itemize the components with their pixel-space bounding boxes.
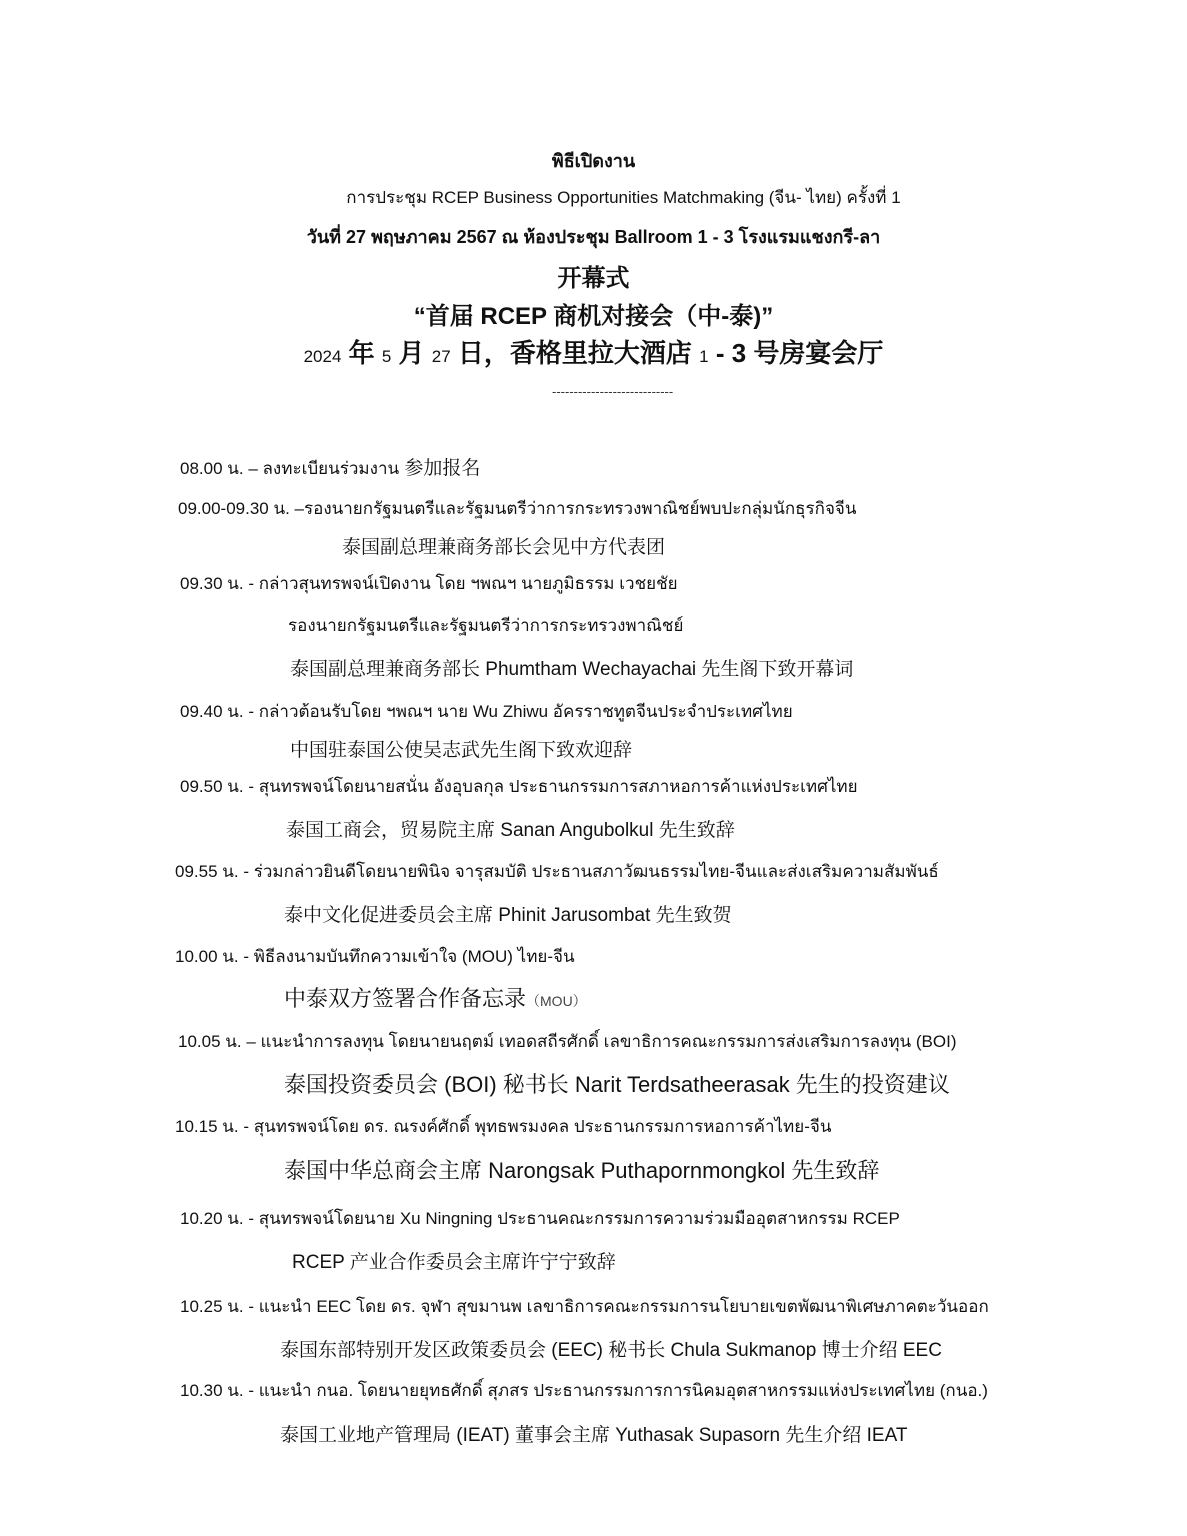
agenda-sep: - bbox=[243, 702, 259, 721]
agenda-zh-text: 中泰双方签署合作备忘录 bbox=[284, 986, 527, 1011]
agenda-sep: – bbox=[243, 459, 263, 478]
agenda-sep: - bbox=[243, 1209, 259, 1228]
agenda-sep: - bbox=[243, 574, 259, 593]
agenda-item-0955 bbox=[175, 858, 939, 885]
zh-date-month: 5 bbox=[381, 347, 392, 366]
agenda-thai-2: รองนายกรัฐมนตรีและรัฐมนตรีว่าการกระทรวงพาณิชย์ bbox=[288, 616, 684, 635]
agenda-zh: 泰国副总理兼商务部长 Phumtham Wechayachai 先生阁下致开幕词 bbox=[290, 659, 854, 680]
zh-event-title: “首届 RCEP 商机对接会（中-泰)” bbox=[413, 303, 774, 330]
agenda-item-0800 bbox=[180, 453, 480, 482]
agenda-item-0950 bbox=[180, 773, 858, 800]
agenda-time: 09.55 น. bbox=[175, 862, 239, 881]
zh-date-day-char: 日，香格里拉大酒店 bbox=[450, 338, 700, 368]
zh-date-venue bbox=[0, 333, 1187, 370]
agenda-thai: พิธีลงนามบันทึกความเข้าใจ (MOU) ไทย-จีน bbox=[253, 947, 575, 966]
agenda-item-1030 bbox=[180, 1377, 988, 1404]
agenda-zh: 泰国工商会，贸易院主席 Sanan Angubolkul 先生致辞 bbox=[286, 820, 735, 841]
agenda-time: 10.05 น. bbox=[178, 1032, 242, 1051]
agenda-time: 09.00-09.30 น. bbox=[178, 499, 290, 518]
agenda-sep: - bbox=[238, 947, 254, 966]
agenda-thai: สุนทรพจน์โดย ดร. ณรงค์ศักดิ์ พุทธพรมงคล ประธานกรรมการหอการค้าไทย-จีน bbox=[253, 1117, 832, 1136]
agenda-thai: รองนายกรัฐมนตรีและรัฐมนตรีว่าการกระทรวงพาณิชย์พบปะกลุ่มนักธุรกิจจีน bbox=[304, 499, 857, 518]
agenda-thai: ร่วมกล่าวยินดีโดยนายพินิจ จารุสมบัติ ประธานสภาวัฒนธรรมไทย-จีนและส่งเสริมความสัมพันธ์ bbox=[253, 862, 939, 881]
agenda-thai: กล่าวสุนทรพจน์เปิดงาน โดย ฯพณฯ นายภูมิธรรม เวชยชัย bbox=[258, 574, 678, 593]
agenda-zh: 泰中文化促进委员会主席 Phinit Jarusombat 先生致贺 bbox=[284, 905, 732, 926]
agenda-zh-suffix: （MOU） bbox=[526, 993, 587, 1009]
zh-date-day: 27 bbox=[431, 347, 451, 366]
zh-date-year-char: 年 bbox=[341, 338, 382, 368]
zh-date-year: 2024 bbox=[303, 347, 342, 366]
agenda-thai: แนะนำ EEC โดย ดร. จุฬา สุขมานพ เลขาธิการคณะกรรมการนโยบายเขตพัฒนาพิเศษภาคตะวันออก bbox=[258, 1297, 989, 1316]
divider: ---------------------------- bbox=[552, 384, 674, 399]
agenda-zh: RCEP 产业合作委员会主席许宁宁致辞 bbox=[292, 1252, 616, 1273]
agenda-zh: 泰国中华总商会主席 Narongsak Puthapornmongkol 先生致辞 bbox=[284, 1158, 880, 1183]
agenda-time: 09.30 น. bbox=[180, 574, 244, 593]
agenda-time: 10.00 น. bbox=[175, 947, 239, 966]
agenda-sep: - bbox=[238, 1117, 254, 1136]
agenda-item-0900 bbox=[178, 495, 857, 522]
agenda-zh: 泰国东部特别开发区政策委员会 (EEC) 秘书长 Chula Sukmanop 博士介绍 EEC bbox=[280, 1340, 942, 1361]
zh-title: 开幕式 bbox=[557, 265, 630, 292]
agenda-thai: กล่าวต้อนรับโดย ฯพณฯ นาย Wu Zhiwu อัครราชทูตจีนประจำประเทศไทย bbox=[258, 702, 793, 721]
agenda-zh bbox=[284, 982, 587, 1013]
agenda-thai: สุนทรพจน์โดยนายสนั่น อังอุบลกุล ประธานกรรมการสภาหอการค้าแห่งประเทศไทย bbox=[258, 777, 858, 796]
agenda-item-1015 bbox=[175, 1113, 831, 1140]
agenda-time: 09.50 น. bbox=[180, 777, 244, 796]
agenda-item-1000 bbox=[175, 943, 575, 970]
agenda-item-1025 bbox=[180, 1293, 989, 1320]
agenda-thai: แนะนำการลงทุน โดยนายนฤตม์ เทอดสถีรศักดิ์ เลขาธิการคณะกรรมการส่งเสริมการลงทุน (BOI) bbox=[260, 1032, 957, 1051]
thai-title: พิธีเปิดงาน bbox=[551, 151, 636, 171]
zh-room-start: 1 bbox=[699, 347, 709, 366]
agenda-thai: ลงทะเบียนร่วมงาน bbox=[262, 459, 400, 478]
zh-room-rest: - 3 号房宴会厅 bbox=[708, 338, 884, 368]
zh-date-month-char: 月 bbox=[391, 338, 432, 368]
agenda-item-1020 bbox=[180, 1205, 900, 1232]
agenda-sep: – bbox=[241, 1032, 261, 1051]
agenda-zh: 泰国副总理兼商务部长会见中方代表团 bbox=[342, 537, 666, 558]
agenda-zh-inline: 参加报名 bbox=[399, 458, 481, 479]
agenda-time: 10.25 น. bbox=[180, 1297, 244, 1316]
agenda-sep: - bbox=[243, 1381, 259, 1400]
agenda-time: 09.40 น. bbox=[180, 702, 244, 721]
agenda-item-1005 bbox=[178, 1028, 956, 1055]
agenda-time: 10.30 น. bbox=[180, 1381, 244, 1400]
agenda-sep: - bbox=[243, 777, 259, 796]
agenda-zh: 中国驻泰国公使吴志武先生阁下致欢迎辞 bbox=[290, 740, 633, 761]
agenda-zh: 泰国投资委员会 (BOI) 秘书长 Narit Terdsatheerasak 先生的投资建议 bbox=[284, 1072, 950, 1097]
agenda-sep: - bbox=[238, 862, 254, 881]
agenda-sep: - bbox=[243, 1297, 259, 1316]
agenda-time: 10.20 น. bbox=[180, 1209, 244, 1228]
agenda-item-0940 bbox=[180, 698, 793, 725]
agenda-time: 08.00 น. bbox=[180, 459, 244, 478]
thai-date-venue: วันที่ 27 พฤษภาคม 2567 ณ ห้องประชุม Ballroom 1 - 3 โรงแรมแชงกรี-ลา bbox=[306, 227, 881, 247]
agenda-zh: 泰国工业地产管理局 (IEAT) 董事会主席 Yuthasak Supasorn 先生介绍 IEAT bbox=[280, 1425, 908, 1446]
agenda-time: 10.15 น. bbox=[175, 1117, 239, 1136]
agenda-thai: แนะนำ กนอ. โดยนายยุทธศักดิ์ สุภสร ประธานกรรมการการนิคมอุตสาหกรรมแห่งประเทศไทย (กนอ.) bbox=[258, 1381, 988, 1400]
agenda-sep: – bbox=[289, 499, 304, 518]
thai-event-title: การประชุม RCEP Business Opportunities Matchmaking (จีน- ไทย) ครั้งที่ 1 bbox=[346, 188, 901, 207]
agenda-thai: สุนทรพจน์โดยนาย Xu Ningning ประธานคณะกรรมการความร่วมมืออุตสาหกรรม RCEP bbox=[258, 1209, 900, 1228]
agenda-item-0930 bbox=[180, 570, 678, 597]
